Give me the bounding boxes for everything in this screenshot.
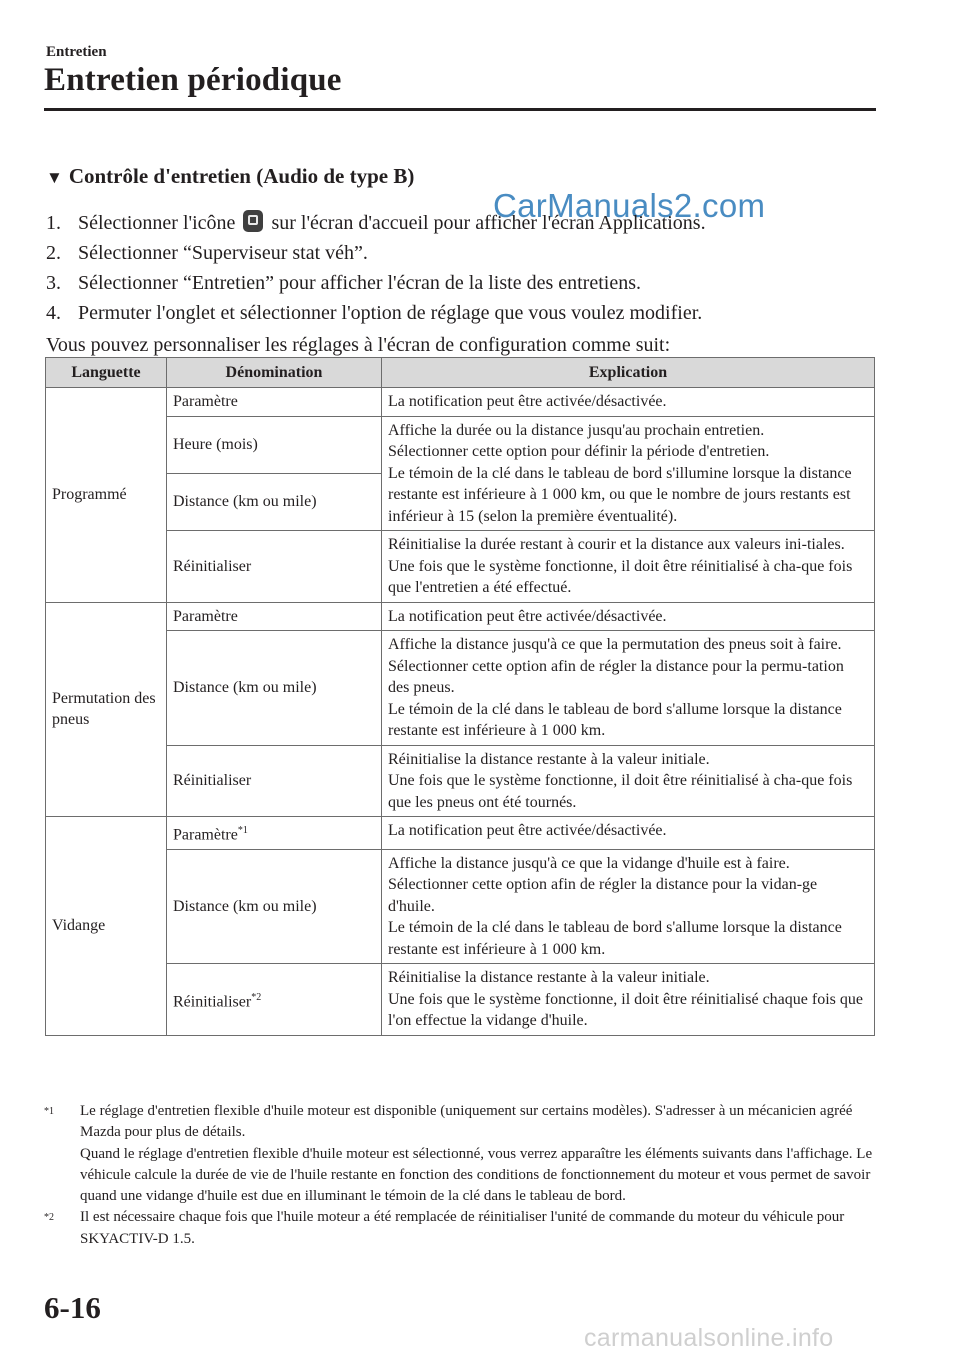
step-number: 1.	[46, 212, 61, 234]
name-cell	[167, 745, 382, 817]
table-header-row	[46, 358, 875, 388]
explanation-cell: Affiche la distance jusqu'à ce que la permutation des pneus soit à faire. Sélectionner cette option afin de régler la distance pour la permu-tation des pneus. Le témoin de la clé dans le tableau de bord s'allume lorsque la distance restante est inférieure à 1 000 km.	[382, 631, 875, 746]
footnote-text: Le réglage d'entretien flexible d'huile moteur est disponible (uniquement sur certains modèles). S'adresser à un mécanicien agréé Mazda pour plus de détails. Quand le réglage d'entretien flexible d'huile moteur est sélectionné, vous verrez apparaître les éléments suivants dans l'affichage. Le véhicule calcule la durée de vie de l'huile restante en fonction des conditions de fonctionnement du moteur et vous permet de savoir quand une vidange d'huile est due en illuminant le témoin de la clé dans le tableau de bord.	[80, 1103, 873, 1205]
footnote-mark-text: *1	[44, 1106, 54, 1117]
footnote-mark	[44, 1101, 80, 1207]
table-row	[46, 631, 875, 746]
explanation-cell: Réinitialise la distance restante à la valeur initiale. Une fois que le système fonctionne, il doit être réinitialisé à cha-que fois que les pneus ont été tournés.	[382, 745, 875, 817]
table-row	[46, 817, 875, 850]
tab-cell: Programmé	[46, 388, 167, 603]
intro-text: Vous pouvez personnaliser les réglages à l'écran de configuration comme suit:	[46, 334, 671, 356]
explanation-cell: La notification peut être activée/désactivée.	[382, 388, 875, 417]
setting-name: Réinitialiser	[173, 992, 252, 1010]
header-rule	[44, 108, 876, 111]
step-3	[46, 268, 886, 298]
table-row	[46, 745, 875, 817]
page-number: 6-16	[44, 1290, 101, 1325]
setting-name: Distance (km ou mile)	[173, 493, 317, 511]
table-row	[46, 416, 875, 473]
page-title: Entretien périodique	[44, 62, 342, 98]
steps-list	[46, 208, 886, 360]
column-header: Languette	[46, 358, 167, 388]
explanation-cell: La notification peut être activée/désactivée.	[382, 817, 875, 850]
explanation-cell: Affiche la durée ou la distance jusqu'au prochain entretien. Sélectionner cette option pour définir la période d'entretien. Le témoin de la clé dans le tableau de bord s'illumine lorsque la distance restante est inférieure à 1 000 km, ou que le nombre de jours restants est inférieur à 15 (selon la première éventualité).	[382, 416, 875, 531]
step-text: Permuter l'onglet et sélectionner l'option de réglage que vous voulez modifier.	[78, 302, 703, 324]
step-1	[46, 208, 886, 238]
table-row	[46, 849, 875, 964]
name-cell	[167, 473, 382, 530]
step-number: 3.	[46, 272, 61, 294]
table-row	[46, 964, 875, 1036]
setting-name: Distance (km ou mile)	[173, 897, 317, 915]
tab-cell: Permutation des pneus	[46, 602, 167, 817]
setting-name: Paramètre	[173, 607, 238, 625]
step-text: Sélectionner “Entretien” pour afficher l'écran de la liste des entretiens.	[78, 272, 641, 294]
step-text	[78, 208, 706, 238]
name-cell	[167, 849, 382, 964]
step-text: Sélectionner “Superviseur stat véh”.	[78, 242, 368, 264]
name-cell	[167, 388, 382, 417]
step-text-part: Sélectionner l'icône	[78, 212, 236, 234]
table-row	[46, 602, 875, 631]
step-2	[46, 238, 886, 268]
explanation-cell: La notification peut être activée/désactivée.	[382, 602, 875, 631]
subsection-title-text: Contrôle d'entretien (Audio de type B)	[68, 164, 415, 188]
name-cell	[167, 531, 382, 603]
footnote-ref: *2	[251, 991, 262, 1003]
table-row	[46, 531, 875, 603]
name-cell	[167, 964, 382, 1036]
tab-cell: Vidange	[46, 817, 167, 1036]
footnotes	[44, 1101, 879, 1250]
triangle-marker-icon: ▼	[46, 168, 63, 187]
footnote	[44, 1101, 879, 1207]
step-text-part: sur l'écran d'accueil pour afficher l'écran Applications.	[271, 212, 706, 234]
footnote	[44, 1207, 879, 1250]
setting-name: Réinitialiser	[173, 557, 252, 575]
setting-name: Paramètre	[173, 393, 238, 410]
applications-icon	[243, 210, 263, 232]
table-row	[46, 388, 875, 417]
name-cell	[167, 817, 382, 850]
setting-name: Distance (km ou mile)	[173, 679, 317, 696]
setting-name: Paramètre	[173, 826, 238, 844]
step-number: 2.	[46, 242, 61, 264]
column-header: Dénomination	[167, 358, 382, 388]
name-cell	[167, 602, 382, 631]
step-4	[46, 298, 886, 328]
column-header: Explication	[382, 358, 875, 388]
step-number: 4.	[46, 302, 61, 324]
footnote-ref: *1	[237, 825, 248, 836]
setting-name: Réinitialiser	[173, 772, 252, 789]
footnote-mark	[44, 1207, 80, 1250]
name-cell	[167, 631, 382, 746]
settings-table	[45, 357, 875, 1036]
footnote-mark-text: *2	[44, 1212, 54, 1224]
subsection-title	[46, 164, 414, 189]
explanation-cell: Affiche la distance jusqu'à ce que la vidange d'huile est à faire. Sélectionner cette option afin de régler la distance pour la vidan-ge d'huile. Le témoin de la clé dans le tableau de bord s'allume lorsque la distance restante est inférieure à 1 000 km.	[382, 849, 875, 964]
name-cell	[167, 416, 382, 473]
footnote-text: Il est nécessaire chaque fois que l'huile moteur a été remplacée de réinitialiser l'unité de commande du moteur du véhicule pour SKYACTIV-D 1.5.	[80, 1209, 845, 1247]
explanation-cell: Réinitialise la distance restante à la valeur initiale. Une fois que le système fonctionne, il doit être réinitialisé chaque fois que l'on effectue la vidange d'huile.	[382, 964, 875, 1036]
section-header: Entretien	[46, 44, 107, 60]
setting-name: Heure (mois)	[173, 435, 258, 453]
footer-watermark: carmanualsonline.info	[584, 1324, 834, 1352]
watermark-logo: CarManuals2.com	[493, 187, 766, 224]
explanation-cell: Réinitialise la durée restant à courir et la distance aux valeurs ini-tiales. Une fois que le système fonctionne, il doit être réinitialisé à cha-que fois que l'entretien a été effectué.	[382, 531, 875, 603]
